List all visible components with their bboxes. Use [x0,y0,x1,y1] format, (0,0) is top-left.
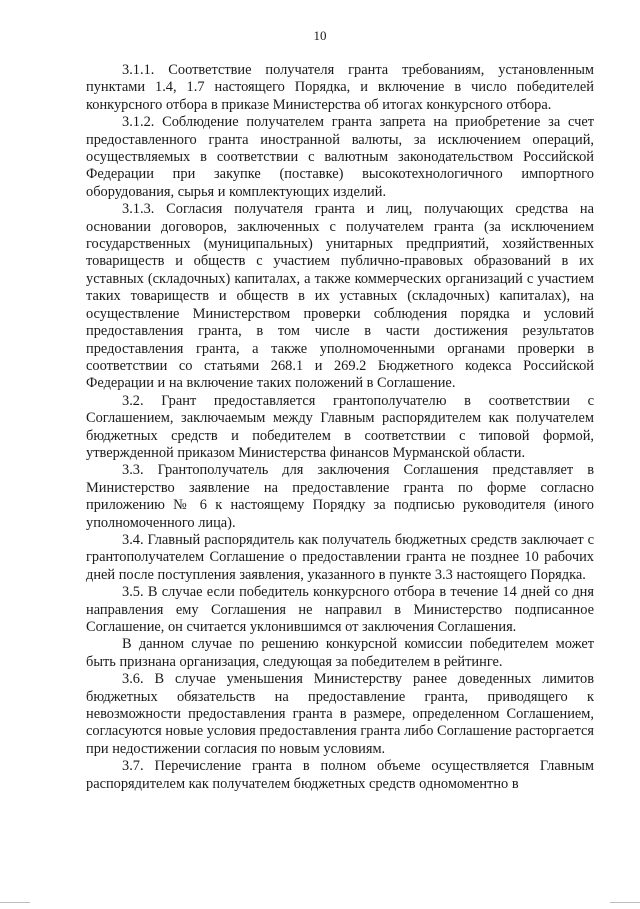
document-body [86,62,594,793]
paragraph-3-6: 3.6. В случае уменьшения Министерству ранее доведенных лимитов бюджетных обязательств на предоставление гранта, приводящего к невозможности предоставления гранта в размере, определенном Соглашением, согласуются новые условия предоставления гранта либо Соглашение расторгается при недостижении согласия по новым условиям. [86,671,594,757]
scan-edge-mark-left [0,902,30,903]
paragraph-3-1-2: 3.1.2. Соблюдение получателем гранта запрета на приобретение за счет предоставленного гранта иностранной валюты, за исключением операций, осуществляемых в соответствии с валютным законодательством Российской Федерации при закупке (поставке) высокотехнологичного импортного оборудования, сырья и комплектующих изделий. [86,114,594,200]
paragraph-3-4: 3.4. Главный распорядитель как получатель бюджетных средств заключает с грантополучателем Соглашение о предоставлении гранта не позднее 10 рабочих дней после поступления заявления, указанного в пункте 3.3 настоящего Порядка. [86,531,594,583]
paragraph-3-5: 3.5. В случае если победитель конкурсного отбора в течение 14 дней со дня направления ему Соглашения не направил в Министерство подписанное Соглашение, он считается уклонившимся от заключения Соглашения. [86,584,594,635]
page-number: 10 [313,28,327,43]
scan-edge-mark-right [610,902,640,903]
scan-edge-marks [0,902,640,905]
paragraph-3-3: 3.3. Грантополучатель для заключения Соглашения представляет в Министерство заявление на предоставление гранта по форме согласно приложению № 6 к настоящему Порядку за подписью руководителя (иного уполномоченного лица). [86,462,594,531]
paragraph-3-2: 3.2. Грант предоставляется грантополучателю в соответствии с Соглашением, заключаемым между Главным распорядителем как получателем бюджетных средств и победителем в соответствии с типовой формой, утвержденной приказом Министерства финансов Мурманской области. [86,392,594,461]
paragraph-3-1-3: 3.1.3. Согласия получателя гранта и лиц, получающих средства на основании договоров, заключенных с получателем гранта (за исключением государственных (муниципальных) унитарных предприятий, хозяйственных товариществ и обществ с участием публично-правовых образований в их уставных (складочных) капиталах, а также коммерческих организаций с участием таких товариществ и обществ в их уставных (складочных) капиталах), на осуществление Министерством проверки соблюдения порядка и условий предоставления гранта, в том числе в части достижения результатов предоставления гранта, а также уполномоченными органами проверки в соответствии со статьями 268.1 и 269.2 Бюджетного кодекса Российской Федерации и на включение таких положений в Соглашение. [86,201,594,392]
paragraph-3-7: 3.7. Перечисление гранта в полном объеме осуществляется Главным распорядителем как получателем бюджетных средств одномоментно в [86,758,594,792]
paragraph-3-1-1: 3.1.1. Соответствие получателя гранта требованиям, установленным пунктами 1.4, 1.7 настоящего Порядка, и включение в число победителей конкурсного отбора в приказе Министерства об итогах конкурсного отбора. [86,62,594,113]
paragraph-3-5-continuation: В данном случае по решению конкурсной комиссии победителем может быть признана организация, следующая за победителем в рейтинге. [86,636,594,670]
